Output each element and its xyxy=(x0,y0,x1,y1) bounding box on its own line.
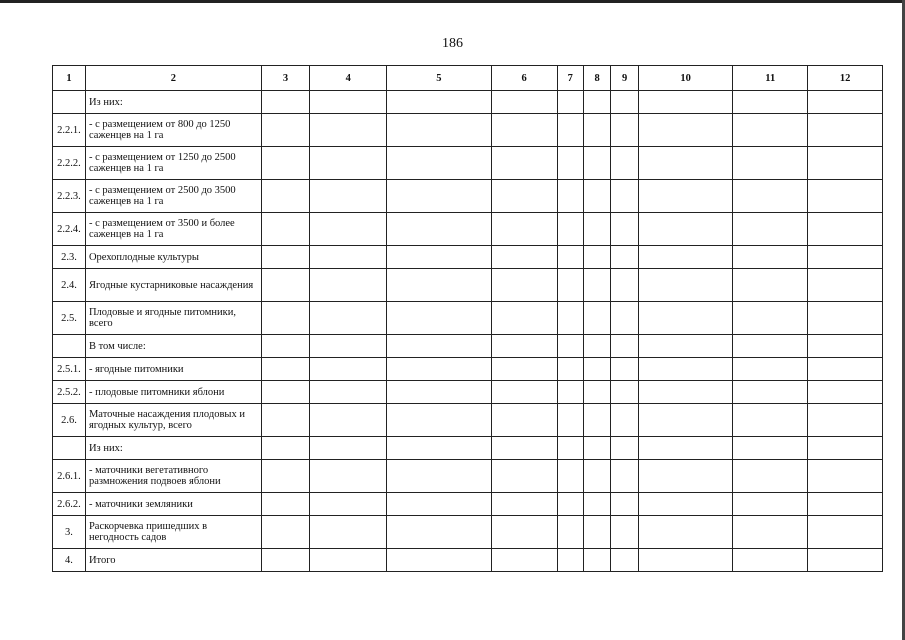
empty-cell xyxy=(491,213,557,246)
empty-cell xyxy=(557,404,583,437)
empty-cell xyxy=(261,381,309,404)
row-code: 2.3. xyxy=(53,246,86,269)
table-row xyxy=(53,91,883,114)
table-row xyxy=(53,404,883,437)
row-name: - ягодные питомники xyxy=(85,358,261,381)
row-code: 2.2.4. xyxy=(53,213,86,246)
table-row xyxy=(53,335,883,358)
table-row xyxy=(53,114,883,147)
empty-cell xyxy=(583,381,610,404)
empty-cell xyxy=(808,493,883,516)
empty-cell xyxy=(611,381,638,404)
row-name: - с размещением от 2500 до 3500 саженцев на 1 га xyxy=(85,180,261,213)
data-table xyxy=(52,65,883,572)
empty-cell xyxy=(261,213,309,246)
empty-cell xyxy=(583,302,610,335)
row-code: 2.6.1. xyxy=(53,460,86,493)
empty-cell xyxy=(611,549,638,572)
empty-cell xyxy=(638,516,733,549)
empty-cell xyxy=(733,404,808,437)
empty-cell xyxy=(733,302,808,335)
empty-cell xyxy=(733,437,808,460)
row-name: - с размещением от 3500 и более саженцев на 1 га xyxy=(85,213,261,246)
empty-cell xyxy=(261,147,309,180)
row-name: Из них: xyxy=(85,437,261,460)
empty-cell xyxy=(733,381,808,404)
empty-cell xyxy=(261,91,309,114)
row-code xyxy=(53,335,86,358)
empty-cell xyxy=(733,180,808,213)
empty-cell xyxy=(611,213,638,246)
empty-cell xyxy=(491,302,557,335)
empty-cell xyxy=(557,147,583,180)
table-row xyxy=(53,246,883,269)
row-name: Итого xyxy=(85,549,261,572)
empty-cell xyxy=(808,147,883,180)
empty-cell xyxy=(261,269,309,302)
empty-cell xyxy=(261,114,309,147)
empty-cell xyxy=(611,180,638,213)
empty-cell xyxy=(310,114,387,147)
empty-cell xyxy=(310,460,387,493)
empty-cell xyxy=(611,246,638,269)
empty-cell xyxy=(387,335,491,358)
empty-cell xyxy=(611,493,638,516)
empty-cell xyxy=(583,269,610,302)
empty-cell xyxy=(611,91,638,114)
empty-cell xyxy=(261,335,309,358)
empty-cell xyxy=(808,358,883,381)
row-name: - с размещением от 1250 до 2500 саженцев на 1 га xyxy=(85,147,261,180)
empty-cell xyxy=(808,269,883,302)
empty-cell xyxy=(491,460,557,493)
row-name: Орехоплодные культуры xyxy=(85,246,261,269)
empty-cell xyxy=(387,460,491,493)
empty-cell xyxy=(261,460,309,493)
empty-cell xyxy=(261,437,309,460)
row-code: 2.6.2. xyxy=(53,493,86,516)
header-row xyxy=(53,66,883,91)
empty-cell xyxy=(557,437,583,460)
row-code: 2.2.3. xyxy=(53,180,86,213)
empty-cell xyxy=(583,404,610,437)
empty-cell xyxy=(557,213,583,246)
empty-cell xyxy=(387,358,491,381)
empty-cell xyxy=(261,549,309,572)
column-header: 2 xyxy=(85,66,261,91)
empty-cell xyxy=(583,180,610,213)
empty-cell xyxy=(638,269,733,302)
empty-cell xyxy=(808,404,883,437)
table-row xyxy=(53,269,883,302)
table-row xyxy=(53,147,883,180)
column-header: 11 xyxy=(733,66,808,91)
empty-cell xyxy=(261,493,309,516)
column-header: 5 xyxy=(387,66,491,91)
empty-cell xyxy=(491,549,557,572)
empty-cell xyxy=(261,404,309,437)
empty-cell xyxy=(611,335,638,358)
empty-cell xyxy=(310,302,387,335)
row-name: Раскорчевка пришедших в негодность садов xyxy=(85,516,261,549)
empty-cell xyxy=(638,147,733,180)
empty-cell xyxy=(611,437,638,460)
empty-cell xyxy=(491,516,557,549)
empty-cell xyxy=(638,302,733,335)
table-row xyxy=(53,460,883,493)
row-name: - с размещением от 800 до 1250 саженцев на 1 га xyxy=(85,114,261,147)
empty-cell xyxy=(638,460,733,493)
empty-cell xyxy=(583,335,610,358)
empty-cell xyxy=(557,269,583,302)
empty-cell xyxy=(387,91,491,114)
empty-cell xyxy=(808,516,883,549)
empty-cell xyxy=(310,335,387,358)
column-header: 8 xyxy=(583,66,610,91)
empty-cell xyxy=(491,91,557,114)
table-row xyxy=(53,302,883,335)
empty-cell xyxy=(638,437,733,460)
empty-cell xyxy=(261,246,309,269)
empty-cell xyxy=(808,302,883,335)
empty-cell xyxy=(387,213,491,246)
empty-cell xyxy=(261,180,309,213)
empty-cell xyxy=(387,246,491,269)
column-header: 7 xyxy=(557,66,583,91)
empty-cell xyxy=(310,269,387,302)
row-code: 2.4. xyxy=(53,269,86,302)
empty-cell xyxy=(733,460,808,493)
empty-cell xyxy=(638,114,733,147)
empty-cell xyxy=(387,437,491,460)
empty-cell xyxy=(557,460,583,493)
empty-cell xyxy=(557,335,583,358)
empty-cell xyxy=(638,381,733,404)
table-row xyxy=(53,437,883,460)
table-row xyxy=(53,381,883,404)
empty-cell xyxy=(733,147,808,180)
column-header: 4 xyxy=(310,66,387,91)
row-code xyxy=(53,91,86,114)
empty-cell xyxy=(733,358,808,381)
empty-cell xyxy=(808,335,883,358)
table-row xyxy=(53,213,883,246)
empty-cell xyxy=(387,381,491,404)
empty-cell xyxy=(638,493,733,516)
empty-cell xyxy=(387,549,491,572)
empty-cell xyxy=(310,493,387,516)
empty-cell xyxy=(808,381,883,404)
empty-cell xyxy=(808,213,883,246)
empty-cell xyxy=(583,493,610,516)
empty-cell xyxy=(557,91,583,114)
empty-cell xyxy=(387,404,491,437)
empty-cell xyxy=(808,180,883,213)
empty-cell xyxy=(583,246,610,269)
empty-cell xyxy=(583,358,610,381)
column-header: 6 xyxy=(491,66,557,91)
empty-cell xyxy=(310,437,387,460)
empty-cell xyxy=(808,91,883,114)
empty-cell xyxy=(611,404,638,437)
empty-cell xyxy=(557,246,583,269)
empty-cell xyxy=(611,460,638,493)
empty-cell xyxy=(638,335,733,358)
empty-cell xyxy=(491,404,557,437)
row-code: 2.5. xyxy=(53,302,86,335)
empty-cell xyxy=(808,460,883,493)
empty-cell xyxy=(733,91,808,114)
empty-cell xyxy=(733,549,808,572)
empty-cell xyxy=(310,213,387,246)
empty-cell xyxy=(638,549,733,572)
empty-cell xyxy=(583,437,610,460)
empty-cell xyxy=(491,246,557,269)
empty-cell xyxy=(387,180,491,213)
row-code xyxy=(53,437,86,460)
empty-cell xyxy=(733,335,808,358)
table-row xyxy=(53,493,883,516)
empty-cell xyxy=(583,91,610,114)
empty-cell xyxy=(733,269,808,302)
empty-cell xyxy=(808,246,883,269)
row-name: - маточники вегетативного размножения подвоев яблони xyxy=(85,460,261,493)
empty-cell xyxy=(583,213,610,246)
table-row xyxy=(53,180,883,213)
empty-cell xyxy=(310,404,387,437)
empty-cell xyxy=(310,246,387,269)
empty-cell xyxy=(310,516,387,549)
empty-cell xyxy=(583,460,610,493)
empty-cell xyxy=(733,246,808,269)
row-name: В том числе: xyxy=(85,335,261,358)
empty-cell xyxy=(611,147,638,180)
empty-cell xyxy=(638,404,733,437)
empty-cell xyxy=(638,358,733,381)
empty-cell xyxy=(387,269,491,302)
empty-cell xyxy=(638,91,733,114)
empty-cell xyxy=(583,114,610,147)
empty-cell xyxy=(387,114,491,147)
row-name: Из них: xyxy=(85,91,261,114)
empty-cell xyxy=(808,549,883,572)
empty-cell xyxy=(611,358,638,381)
empty-cell xyxy=(611,269,638,302)
empty-cell xyxy=(583,516,610,549)
empty-cell xyxy=(491,147,557,180)
row-code: 2.2.2. xyxy=(53,147,86,180)
empty-cell xyxy=(733,493,808,516)
table-row xyxy=(53,516,883,549)
row-name: - плодовые питомники яблони xyxy=(85,381,261,404)
row-name: Маточные насаждения плодовых и ягодных культур, всего xyxy=(85,404,261,437)
column-header: 1 xyxy=(53,66,86,91)
empty-cell xyxy=(638,180,733,213)
empty-cell xyxy=(491,269,557,302)
empty-cell xyxy=(387,516,491,549)
empty-cell xyxy=(733,213,808,246)
empty-cell xyxy=(491,180,557,213)
empty-cell xyxy=(808,114,883,147)
empty-cell xyxy=(557,381,583,404)
empty-cell xyxy=(557,549,583,572)
empty-cell xyxy=(557,114,583,147)
empty-cell xyxy=(491,358,557,381)
row-code: 2.2.1. xyxy=(53,114,86,147)
empty-cell xyxy=(491,437,557,460)
empty-cell xyxy=(387,493,491,516)
table-body xyxy=(53,91,883,572)
empty-cell xyxy=(310,381,387,404)
empty-cell xyxy=(808,437,883,460)
empty-cell xyxy=(491,381,557,404)
empty-cell xyxy=(310,549,387,572)
empty-cell xyxy=(583,549,610,572)
empty-cell xyxy=(310,180,387,213)
column-header: 9 xyxy=(611,66,638,91)
empty-cell xyxy=(387,147,491,180)
row-code: 2.6. xyxy=(53,404,86,437)
empty-cell xyxy=(638,246,733,269)
empty-cell xyxy=(261,302,309,335)
empty-cell xyxy=(491,335,557,358)
empty-cell xyxy=(310,91,387,114)
row-code: 3. xyxy=(53,516,86,549)
empty-cell xyxy=(261,516,309,549)
column-header: 10 xyxy=(638,66,733,91)
column-header: 3 xyxy=(261,66,309,91)
empty-cell xyxy=(583,147,610,180)
row-code: 2.5.1. xyxy=(53,358,86,381)
empty-cell xyxy=(557,493,583,516)
table-row xyxy=(53,549,883,572)
empty-cell xyxy=(557,516,583,549)
empty-cell xyxy=(638,213,733,246)
row-code: 4. xyxy=(53,549,86,572)
empty-cell xyxy=(310,358,387,381)
column-header: 12 xyxy=(808,66,883,91)
empty-cell xyxy=(733,516,808,549)
empty-cell xyxy=(491,114,557,147)
empty-cell xyxy=(557,302,583,335)
empty-cell xyxy=(611,114,638,147)
empty-cell xyxy=(261,358,309,381)
empty-cell xyxy=(611,302,638,335)
empty-cell xyxy=(557,358,583,381)
empty-cell xyxy=(310,147,387,180)
row-name: Плодовые и ягодные питомники, всего xyxy=(85,302,261,335)
empty-cell xyxy=(733,114,808,147)
row-code: 2.5.2. xyxy=(53,381,86,404)
empty-cell xyxy=(557,180,583,213)
empty-cell xyxy=(387,302,491,335)
row-name: - маточники земляники xyxy=(85,493,261,516)
page-number: 186 xyxy=(442,36,463,51)
empty-cell xyxy=(491,493,557,516)
scan-edge-top xyxy=(0,0,905,3)
row-name: Ягодные кустарниковые насаждения xyxy=(85,269,261,302)
empty-cell xyxy=(611,516,638,549)
table-row xyxy=(53,358,883,381)
